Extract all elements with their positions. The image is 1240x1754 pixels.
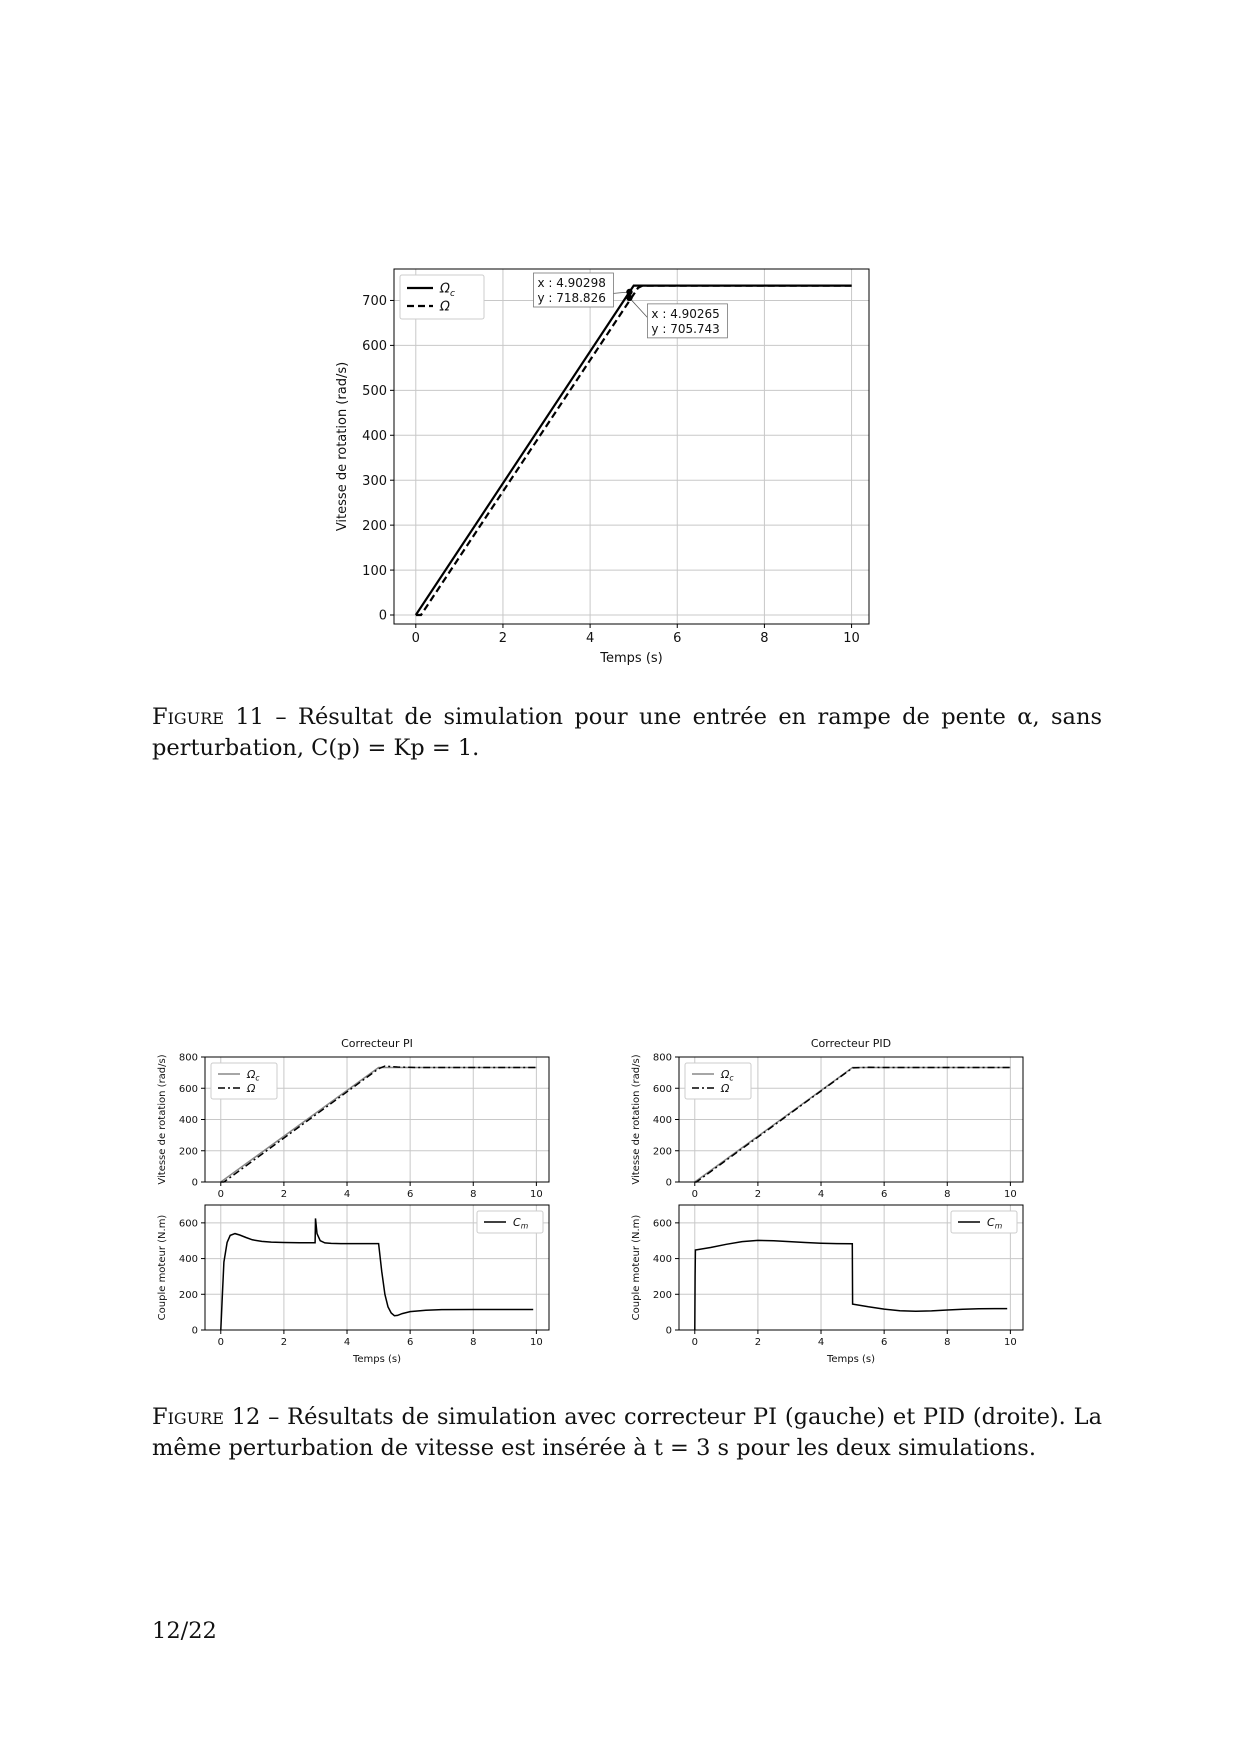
- pi_torque-ytick-label: 400: [178, 1254, 198, 1266]
- fig11-xtick-label: 6: [673, 631, 682, 646]
- pid_speed-xtick-label: 10: [1004, 1189, 1017, 1200]
- fig11-ytick-label: 300: [362, 473, 387, 489]
- fig11-legend: [400, 275, 484, 319]
- pi_torque-xtick-label: 8: [470, 1337, 477, 1348]
- pi_speed-ytick-label: 200: [178, 1146, 198, 1158]
- figure-12-caption-text: – Résultats de simulation avec correcteur PI (gauche) et PID (droite). La même perturbation de vitesse est insérée à t = 3 s pour les deux simulations.: [152, 1404, 1102, 1461]
- fig11-xtick-label: 10: [843, 631, 860, 646]
- fig11-annotation-marker: [626, 295, 632, 301]
- pi_speed-ytick-label: 0: [191, 1177, 198, 1189]
- pi_speed-legend-box: [211, 1063, 277, 1099]
- figure-11-caption-text: – Résultat de simulation pour une entrée en rampe de pente α, sans perturbation, C(p) = Kp = 1.: [152, 704, 1102, 761]
- pi_torque-legend-label: $C_m$: [513, 1215, 529, 1231]
- pid_speed-panel: [631, 1037, 1023, 1200]
- pid_torque-ylabel: Couple moteur (N.m): [631, 1214, 642, 1321]
- pid_speed-xtick-label: 8: [944, 1189, 951, 1200]
- pid_speed-ylabel: Vitesse de rotation (rad/s): [631, 1054, 642, 1185]
- pid_speed-legend-subscript: c: [729, 1073, 734, 1083]
- pid_speed-ytick-label: 0: [665, 1177, 672, 1189]
- figure-12-chart: [157, 1025, 1080, 1385]
- page-number: 12/22: [152, 1618, 217, 1644]
- pi_speed-legend: [211, 1063, 277, 1099]
- figure-12-label: Figure 12: [152, 1404, 261, 1430]
- pid_speed-xtick-label: 6: [880, 1189, 888, 1200]
- fig11-ytick-label: 400: [362, 428, 387, 444]
- fig11-annotation-x: x : 4.90265: [651, 306, 720, 321]
- figure-12: [157, 1025, 1080, 1385]
- figure-11-chart: [320, 255, 880, 675]
- pi_speed-legend-subscript: c: [255, 1073, 260, 1083]
- pid_speed-xtick-label: 0: [691, 1189, 698, 1200]
- pid_speed-xtick-label: 4: [817, 1189, 825, 1200]
- pid_speed-legend: [685, 1063, 751, 1099]
- fig11-xlabel: Temps (s): [600, 651, 663, 666]
- pid_speed-title: Correcteur PID: [810, 1037, 892, 1050]
- pid_torque-xtick-label: 6: [880, 1337, 888, 1348]
- pid_torque-xtick-label: 2: [754, 1337, 762, 1348]
- pi_speed-xtick-label: 10: [530, 1189, 543, 1200]
- pid_speed-ytick-label: 200: [652, 1146, 672, 1158]
- fig11-series-line: [416, 286, 852, 615]
- fig11-legend-subscript: c: [449, 288, 455, 299]
- pi_speed-ytick-label: 400: [178, 1115, 198, 1127]
- pid_torque-series-line: [695, 1240, 1007, 1330]
- pid_speed-ytick-label: 600: [652, 1083, 672, 1095]
- pi_torque-legend-subscript: m: [520, 1221, 529, 1231]
- fig11-xtick-label: 8: [760, 631, 769, 646]
- pid_torque-legend-subscript: m: [994, 1221, 1003, 1231]
- fig11-ytick-label: 500: [362, 384, 387, 400]
- pid_torque-xtick-label: 10: [1004, 1337, 1017, 1348]
- fig11-ytick-label: 600: [362, 339, 387, 355]
- figure-11-caption: [152, 702, 1102, 764]
- pid_torque-xlabel: Temps (s): [826, 1354, 876, 1365]
- pi_torque-xtick-label: 6: [406, 1337, 414, 1348]
- pid_torque-ytick-label: 0: [665, 1325, 672, 1337]
- pid_torque-xtick-label: 0: [691, 1337, 698, 1348]
- pi_torque-xtick-label: 4: [343, 1337, 351, 1348]
- figure-12-caption: [152, 1402, 1102, 1464]
- pi_torque-panel: [157, 1205, 549, 1365]
- fig11-ytick-label: 0: [378, 608, 387, 624]
- pi_speed-panel: [157, 1037, 549, 1200]
- pi_speed-xtick-label: 2: [280, 1189, 288, 1200]
- pi_torque-xlabel: Temps (s): [352, 1354, 402, 1365]
- fig11-annotation-y: y : 705.743: [651, 321, 720, 336]
- pi_torque-xtick-label: 0: [217, 1337, 224, 1348]
- fig11-xtick-label: 2: [498, 631, 508, 646]
- fig11-plot-frame: [394, 269, 869, 624]
- pi_speed-ylabel: Vitesse de rotation (rad/s): [157, 1054, 168, 1185]
- pid_speed-legend-label: $\Omega_c$: [721, 1067, 734, 1083]
- pi_speed-xtick-label: 0: [217, 1189, 224, 1200]
- pid_speed-xtick-label: 2: [754, 1189, 762, 1200]
- pi_speed-xtick-label: 4: [343, 1189, 351, 1200]
- fig11-annotation-y: y : 718.826: [537, 291, 606, 305]
- fig11-annotation-marker: [626, 289, 632, 295]
- pid_torque-ytick-label: 200: [652, 1289, 672, 1301]
- fig11-legend-label: $\Omega_c$: [440, 281, 455, 299]
- pi_speed-legend-label: Ω: [247, 1081, 256, 1095]
- pid_torque-ytick-label: 400: [652, 1254, 672, 1266]
- fig11-series-line: [416, 286, 852, 615]
- fig11-ylabel: Vitesse de rotation (rad/s): [335, 361, 350, 532]
- pi_torque-xtick-label: 10: [530, 1337, 543, 1348]
- pi_torque-ytick-label: 200: [178, 1289, 198, 1301]
- pid_torque-legend-label: $C_m$: [987, 1215, 1003, 1231]
- pi_torque-ylabel: Couple moteur (N.m): [157, 1214, 168, 1321]
- fig11-ytick-label: 700: [362, 294, 387, 310]
- pid_torque-legend: [951, 1211, 1017, 1233]
- pid_speed-legend-box: [685, 1063, 751, 1099]
- pi_speed-title: Correcteur PI: [341, 1037, 413, 1050]
- pid_speed-ytick-label: 800: [652, 1052, 672, 1064]
- pi_torque-legend: [477, 1211, 543, 1233]
- pi_speed-legend-label: $\Omega_c$: [247, 1067, 260, 1083]
- pi_torque-ytick-label: 600: [178, 1218, 198, 1230]
- fig11-xtick-label: 4: [585, 631, 595, 646]
- pid_torque-xtick-label: 8: [944, 1337, 951, 1348]
- fig11-ytick-label: 100: [362, 563, 387, 579]
- pid_torque-panel: [631, 1205, 1023, 1365]
- fig11-panel: [335, 269, 869, 666]
- pi_speed-xtick-label: 8: [470, 1189, 477, 1200]
- pid_torque-xtick-label: 4: [817, 1337, 825, 1348]
- pid_speed-legend-label: Ω: [721, 1081, 730, 1095]
- fig11-xtick-label: 0: [411, 631, 420, 646]
- pi_torque-xtick-label: 2: [280, 1337, 288, 1348]
- fig11-legend-label: Ω: [440, 299, 450, 315]
- pi_torque-ytick-label: 0: [191, 1325, 198, 1337]
- figure-11: [320, 255, 880, 675]
- pid_speed-ytick-label: 400: [652, 1115, 672, 1127]
- fig11-ytick-label: 200: [362, 518, 387, 534]
- pi_speed-xtick-label: 6: [406, 1189, 414, 1200]
- pi_speed-ytick-label: 800: [178, 1052, 198, 1064]
- figure-11-label: Figure 11: [152, 704, 264, 730]
- pi_speed-ytick-label: 600: [178, 1083, 198, 1095]
- pid_torque-ytick-label: 600: [652, 1218, 672, 1230]
- pi_torque-series-line: [221, 1215, 533, 1330]
- fig11-annotation-x: x : 4.90298: [537, 276, 606, 290]
